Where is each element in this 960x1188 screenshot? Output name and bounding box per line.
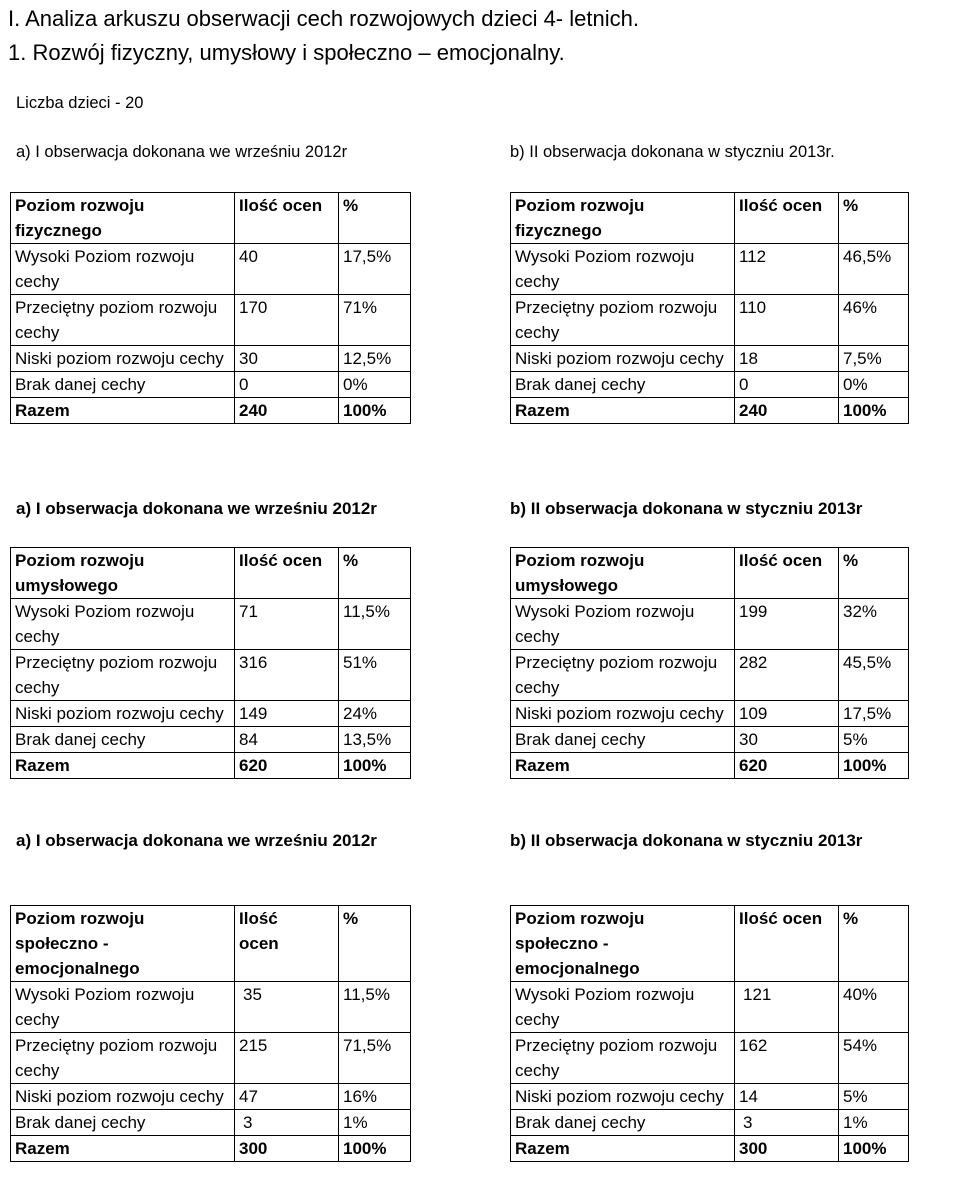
row-percent: 11,5%: [339, 982, 411, 1033]
table-row: [511, 346, 909, 372]
table-total-row: [11, 753, 411, 779]
s1-label-b: b) II obserwacja dokonana w styczniu 2013r.: [510, 143, 835, 161]
row-percent: 54%: [839, 1033, 909, 1084]
row-count: 3: [735, 1110, 839, 1136]
row-label: Niski poziom rozwoju cechy: [11, 346, 235, 372]
header-percent: %: [339, 548, 411, 599]
header-count: [235, 906, 339, 982]
total-percent: 100%: [839, 1136, 909, 1162]
row-percent: 0%: [339, 372, 411, 398]
row-label: Wysoki Poziom rozwoju cechy: [511, 982, 735, 1033]
row-label: Brak danej cechy: [11, 1110, 235, 1136]
row-label: Przeciętny poziom rozwoju cechy: [11, 650, 235, 701]
header-percent: %: [839, 193, 909, 244]
row-percent: 46%: [839, 295, 909, 346]
row-label: Przeciętny poziom rozwoju cechy: [11, 295, 235, 346]
s3-label-a: a) I obserwacja dokonana we wrześniu 2012r: [16, 831, 377, 850]
row-label: Niski poziom rozwoju cechy: [511, 701, 735, 727]
header-level: Poziom rozwoju umysłowego: [11, 548, 235, 599]
s2-table-b: [510, 547, 909, 779]
table-row: [511, 295, 909, 346]
header-level: [511, 906, 735, 982]
row-label: Wysoki Poziom rozwoju cechy: [511, 599, 735, 650]
total-count: 240: [235, 398, 339, 424]
row-percent: 5%: [839, 1084, 909, 1110]
table-total-row: [511, 1136, 909, 1162]
row-percent: 32%: [839, 599, 909, 650]
total-percent: 100%: [339, 1136, 411, 1162]
header-count: Ilość ocen: [235, 193, 339, 244]
row-count: 215: [235, 1033, 339, 1084]
total-label: Razem: [11, 398, 235, 424]
total-label: Razem: [511, 398, 735, 424]
header-count: Ilość ocen: [735, 906, 839, 982]
row-label: Brak danej cechy: [511, 372, 735, 398]
row-percent: 13,5%: [339, 727, 411, 753]
row-label: Brak danej cechy: [511, 1110, 735, 1136]
row-count: 18: [735, 346, 839, 372]
s1-table-b: [510, 192, 909, 424]
s1-table-a: [10, 192, 411, 424]
row-percent: 45,5%: [839, 650, 909, 701]
document-subtitle: 1. Rozwój fizyczny, umysłowy i społeczno – emocjonalny.: [8, 40, 565, 65]
row-percent: 5%: [839, 727, 909, 753]
header-count: Ilość ocen: [235, 548, 339, 599]
table-header-row: [511, 548, 909, 599]
row-percent: 17,5%: [839, 701, 909, 727]
total-percent: 100%: [839, 398, 909, 424]
row-count: 112: [735, 244, 839, 295]
row-count: 14: [735, 1084, 839, 1110]
total-percent: 100%: [339, 753, 411, 779]
row-percent: 1%: [839, 1110, 909, 1136]
row-percent: 46,5%: [839, 244, 909, 295]
table-row: [11, 982, 411, 1033]
header-count: Ilość ocen: [735, 193, 839, 244]
table-row: [11, 244, 411, 295]
row-count: 30: [735, 727, 839, 753]
header-level: Poziom rozwoju fizycznego: [11, 193, 235, 244]
s1-label-a: a) I obserwacja dokonana we wrześniu 2012r: [16, 143, 348, 161]
table-row: [11, 701, 411, 727]
table-row: [511, 599, 909, 650]
table-total-row: [11, 1136, 411, 1162]
row-count: 71: [235, 599, 339, 650]
header-level-text: Poziom rozwoju społeczno - emocjonalnego: [15, 909, 145, 978]
header-count-text: Ilość ocen: [239, 909, 279, 953]
total-percent: 100%: [839, 753, 909, 779]
header-percent: %: [339, 193, 411, 244]
row-count: 40: [235, 244, 339, 295]
header-percent: %: [839, 906, 909, 982]
row-percent: 7,5%: [839, 346, 909, 372]
s2-label-b: b) II obserwacja dokonana w styczniu 2013r: [510, 499, 863, 518]
row-label: Brak danej cechy: [11, 372, 235, 398]
header-level-text: Poziom rozwoju społeczno - emocjonalnego: [515, 909, 645, 978]
table-header-row: [511, 906, 909, 982]
row-label: Wysoki Poziom rozwoju cechy: [11, 244, 235, 295]
row-percent: 51%: [339, 650, 411, 701]
table-total-row: [511, 398, 909, 424]
children-count: Liczba dzieci - 20: [16, 94, 144, 112]
header-count: Ilość ocen: [735, 548, 839, 599]
total-label: Razem: [511, 753, 735, 779]
table-header-row: [511, 193, 909, 244]
row-percent: 40%: [839, 982, 909, 1033]
table-row: [511, 1084, 909, 1110]
total-percent: 100%: [339, 398, 411, 424]
row-count: 316: [235, 650, 339, 701]
row-percent: 0%: [839, 372, 909, 398]
row-count: 121: [735, 982, 839, 1033]
row-count: 149: [235, 701, 339, 727]
s3-table-b: [510, 905, 909, 1162]
total-count: 620: [235, 753, 339, 779]
table-row: [11, 650, 411, 701]
table-row: [11, 599, 411, 650]
row-count: 30: [235, 346, 339, 372]
total-label: Razem: [11, 753, 235, 779]
row-percent: 12,5%: [339, 346, 411, 372]
row-label: Przeciętny poziom rozwoju cechy: [511, 1033, 735, 1084]
row-label: Przeciętny poziom rozwoju cechy: [511, 295, 735, 346]
table-total-row: [11, 398, 411, 424]
row-count: 110: [735, 295, 839, 346]
table-row: [511, 372, 909, 398]
s3-label-b: b) II obserwacja dokonana w styczniu 2013r: [510, 831, 863, 850]
row-count: 35: [235, 982, 339, 1033]
row-label: Przeciętny poziom rozwoju cechy: [511, 650, 735, 701]
row-label: Wysoki Poziom rozwoju cechy: [511, 244, 735, 295]
row-percent: 17,5%: [339, 244, 411, 295]
table-row: [11, 295, 411, 346]
header-percent: %: [339, 906, 411, 982]
table-row: [11, 1110, 411, 1136]
table-row: [511, 982, 909, 1033]
table-header-row: [11, 548, 411, 599]
row-count: 47: [235, 1084, 339, 1110]
header-level: Poziom rozwoju fizycznego: [511, 193, 735, 244]
row-label: Brak danej cechy: [511, 727, 735, 753]
row-percent: 24%: [339, 701, 411, 727]
row-count: 162: [735, 1033, 839, 1084]
row-percent: 11,5%: [339, 599, 411, 650]
row-label: Przeciętny poziom rozwoju cechy: [11, 1033, 235, 1084]
row-count: 3: [235, 1110, 339, 1136]
table-row: [511, 701, 909, 727]
table-row: [511, 244, 909, 295]
row-label: Brak danej cechy: [11, 727, 235, 753]
table-row: [511, 1033, 909, 1084]
row-count: 0: [235, 372, 339, 398]
row-label: Wysoki Poziom rozwoju cechy: [11, 599, 235, 650]
total-label: Razem: [11, 1136, 235, 1162]
s3-table-a: [10, 905, 411, 1162]
table-row: [11, 346, 411, 372]
row-count: 0: [735, 372, 839, 398]
row-count: 84: [235, 727, 339, 753]
row-label: Niski poziom rozwoju cechy: [11, 1084, 235, 1110]
row-label: Niski poziom rozwoju cechy: [11, 701, 235, 727]
row-percent: 16%: [339, 1084, 411, 1110]
total-label: Razem: [511, 1136, 735, 1162]
table-row: [11, 1033, 411, 1084]
s2-table-a: [10, 547, 411, 779]
table-total-row: [511, 753, 909, 779]
header-percent: %: [839, 548, 909, 599]
total-count: 240: [735, 398, 839, 424]
row-count: 282: [735, 650, 839, 701]
document-title: I. Analiza arkuszu obserwacji cech rozwojowych dzieci 4- letnich.: [8, 6, 639, 31]
row-count: 199: [735, 599, 839, 650]
table-row: [511, 727, 909, 753]
table-header-row: [11, 193, 411, 244]
s2-label-a: a) I obserwacja dokonana we wrześniu 2012r: [16, 499, 377, 518]
total-count: 300: [735, 1136, 839, 1162]
row-label: Wysoki Poziom rozwoju cechy: [11, 982, 235, 1033]
row-percent: 1%: [339, 1110, 411, 1136]
table-row: [11, 727, 411, 753]
table-row: [11, 1084, 411, 1110]
row-count: 170: [235, 295, 339, 346]
header-level: [11, 906, 235, 982]
table-row: [11, 372, 411, 398]
row-label: Niski poziom rozwoju cechy: [511, 346, 735, 372]
row-percent: 71,5%: [339, 1033, 411, 1084]
row-count: 109: [735, 701, 839, 727]
table-row: [511, 650, 909, 701]
row-percent: 71%: [339, 295, 411, 346]
row-label: Niski poziom rozwoju cechy: [511, 1084, 735, 1110]
total-count: 620: [735, 753, 839, 779]
table-header-row: [11, 906, 411, 982]
table-row: [511, 1110, 909, 1136]
total-count: 300: [235, 1136, 339, 1162]
header-level: Poziom rozwoju umysłowego: [511, 548, 735, 599]
